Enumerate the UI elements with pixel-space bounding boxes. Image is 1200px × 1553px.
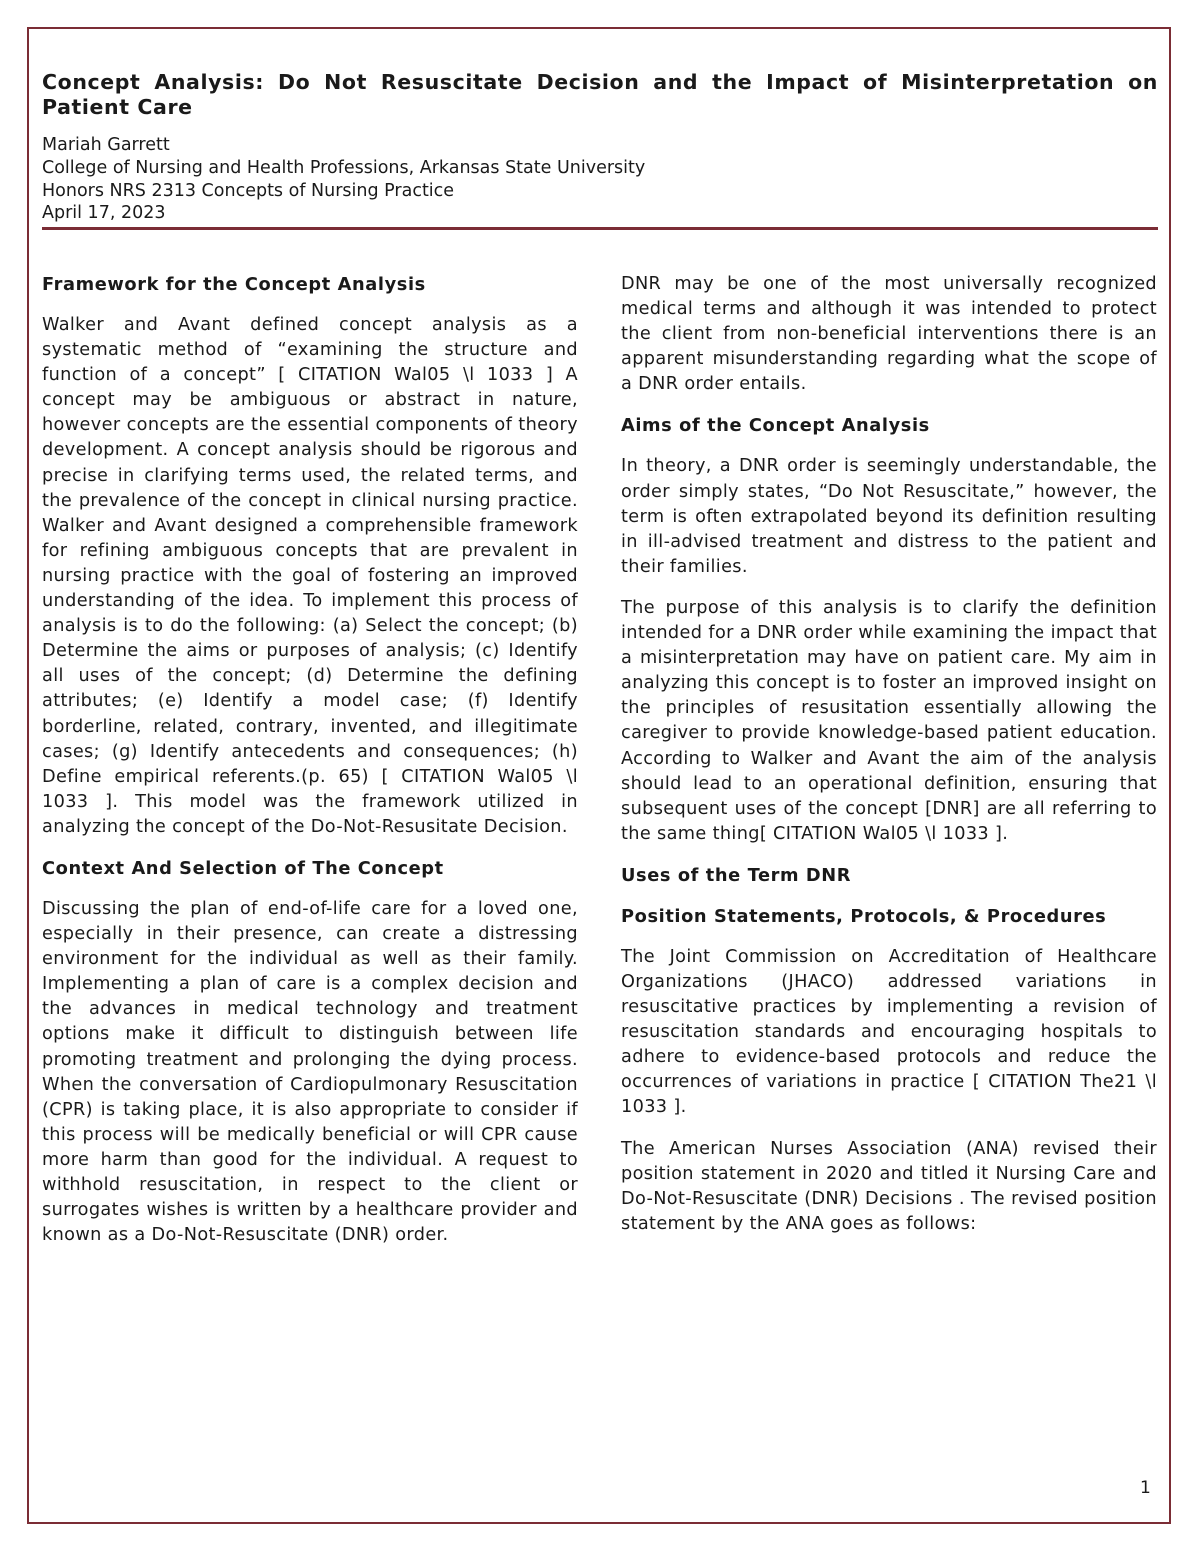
framework-paragraph: Walker and Avant defined concept analysis as a systematic method of “examining the structure and function of a concept” [ CITATION Wal05 \l 1033 ] A concept may be ambiguous or abstract in nature, however concepts are the essential components of theory development. A concept analysis should be rigorous and precise in clarifying terms used, the related terms, and the prevalence of the concept in clinical nursing practice. Walker and Avant designed a comprehensible framework for refining ambiguous concepts that are prevalent in nursing practice with the goal of fostering an improved understanding of the idea. To implement this process of analysis is to do the following: (a) Select the concept; (b) Determine the aims or purposes of analysis; (c) Identify all uses of the concept; (d) Determine the defining attributes; (e) Identify a model case; (f) Identify borderline, related, contrary, invented, and illegitimate cases; (g) Identify antecedents and consequences; (h) Define empirical referents.(p. 65) [ CITATION Wal05 \l 1033 ]. This model was the framework utilized in analyzing the concept of the Do-Not-Resusitate Decision. bbox=[42, 315, 578, 837]
header-divider bbox=[42, 227, 1158, 230]
author-name: Mariah Garrett bbox=[42, 135, 170, 155]
affiliation: College of Nursing and Health Professions, Arkansas State University bbox=[42, 157, 646, 178]
context-heading: Context And Selection of The Concept bbox=[42, 857, 444, 879]
position-statements-subheading: Position Statements, Protocols, & Procedures bbox=[621, 905, 1107, 927]
ana-paragraph: The American Nurses Association (ANA) revised their position statement in 2020 and titled it Nursing Care and Do-Not-Resuscitate (DNR) Decisions . The revised position statement by the ANA goes as follows: bbox=[621, 1138, 1157, 1234]
framework-heading: Framework for the Concept Analysis bbox=[42, 274, 426, 295]
aims-heading: Aims of the Concept Analysis bbox=[621, 415, 930, 437]
uses-heading: Uses of the Term DNR bbox=[621, 864, 852, 886]
document-header bbox=[42, 70, 1158, 225]
context-paragraph: Discussing the plan of end-of-life care for a loved one, especially in their presence, can create a distressing environment for the individual as well as their family. Implementing a plan of care is a complex decision and the advances in medical technology and treatment options make it difficult to distinguish between life promoting treatment and prolonging the dying process. When the conversation of Cardiopulmonary Resuscitation (CPR) is taking place, it is also appropriate to consider if this process will be medically beneficial or will CPR cause more harm than good for the individual. A request to withhold resuscitation, in respect to the client or surrogates wishes is written by a healthcare provider and known as a Do-Not-Resuscitate (DNR) order. bbox=[42, 898, 578, 1246]
jhaco-paragraph: The Joint Commission on Accreditation of Healthcare Organizations (JHACO) addressed variations in resuscitative practices by implementing a revision of resuscitation standards and encouraging hospitals to adhere to evidence-based protocols and reduce the occurrences of variations in practice [ CITATION The21 \l 1033 ]. bbox=[621, 946, 1157, 1118]
course-name: Honors NRS 2313 Concepts of Nursing Practice bbox=[42, 180, 455, 201]
aims-paragraph-1: In theory, a DNR order is seemingly understandable, the order simply states, “Do Not Resuscitate,” however, the term is often extrapolated beyond its definition resulting in ill-advised treatment and distress to the patient and their families. bbox=[621, 456, 1157, 577]
document-date: April 17, 2023 bbox=[42, 203, 166, 224]
dnr-intro-paragraph: DNR may be one of the most universally recognized medical terms and although it was intended to protect the client from non-beneficial interventions there is an apparent misunderstanding regarding what the scope of a DNR order entails. bbox=[621, 274, 1157, 395]
right-column bbox=[621, 272, 1157, 1253]
aims-paragraph-2: The purpose of this analysis is to clarify the definition intended for a DNR order while examining the impact that a misinterpretation may have on patient care. My aim in analyzing this concept is to foster an improved insight on the principles of resusitation essentially allowing the caregiver to provide knowledge-based patient education. According to Walker and Avant the aim of the analysis should lead to an operational definition, ensuring that subsequent uses of the concept [DNR] are all referring to the same thing[ CITATION Wal05 \l 1033 ]. bbox=[621, 597, 1157, 844]
document-title: Concept Analysis: Do Not Resuscitate Decision and the Impact of Misinterpretation on Patient Care bbox=[42, 70, 1158, 119]
page-number: 1 bbox=[1140, 1478, 1151, 1498]
author-block bbox=[42, 134, 1158, 225]
left-column bbox=[42, 272, 578, 1264]
